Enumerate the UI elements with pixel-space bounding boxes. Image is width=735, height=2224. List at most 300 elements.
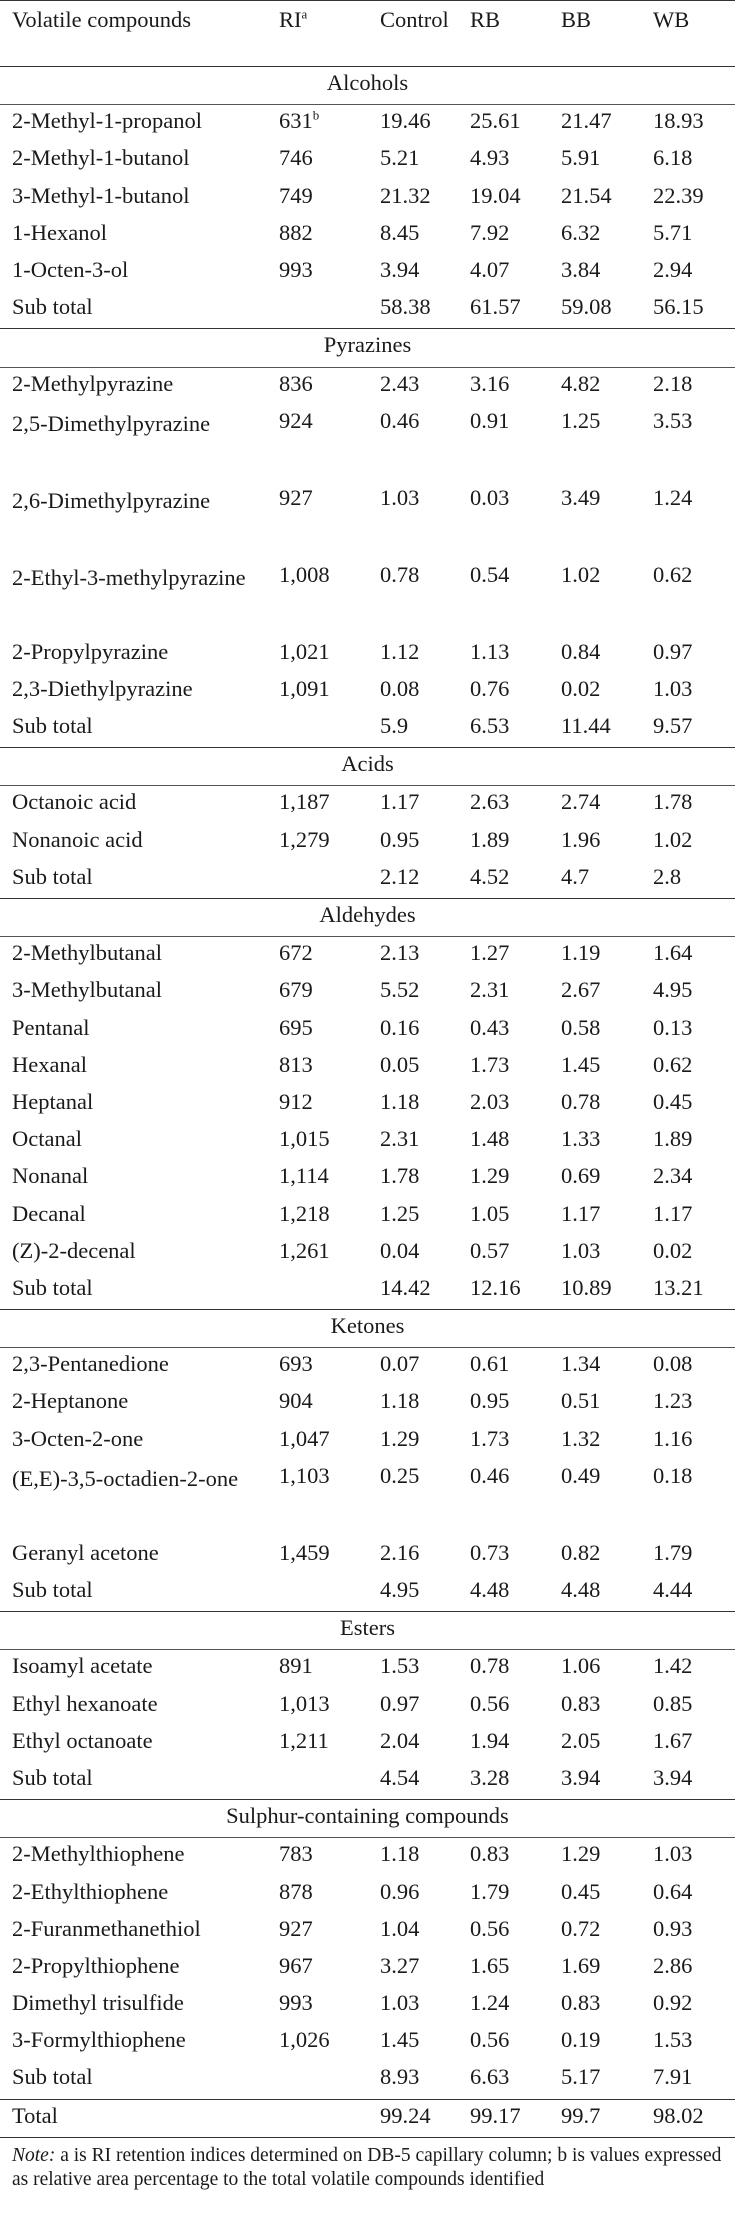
ri-value: 1,103: [279, 1462, 330, 1488]
ri-cell: [267, 1725, 368, 1762]
ri-value: 672: [279, 940, 313, 966]
ri-cell: [267, 1012, 368, 1049]
wb-cell: 0.85: [653, 1690, 693, 1716]
wb-cell: 3.53: [653, 407, 693, 433]
total-control-cell: 99.24: [368, 2099, 458, 2137]
subtotal-label: Sub total: [12, 1764, 93, 1790]
control-cell: 1.29: [380, 1425, 420, 1451]
wb-cell: 6.18: [653, 145, 693, 171]
control-cell: 1.78: [380, 1163, 420, 1189]
table-row: [0, 1987, 735, 2024]
rb-cell: 19.04: [470, 182, 521, 208]
bb-cell: 0.83: [561, 1690, 601, 1716]
bb-cell: 6.32: [561, 219, 601, 245]
rb-cell: 1.27: [470, 940, 510, 966]
bb-cell: 21.47: [561, 108, 612, 134]
compound-name-cell: 2-Ethylthiophene: [12, 1878, 169, 1904]
header-ri: $RI^a$: [279, 6, 308, 32]
subtotal-control-cell: 14.42: [380, 1274, 431, 1300]
table-row: [0, 142, 735, 179]
subtotal-control-cell: 4.54: [380, 1764, 420, 1790]
ri-value: 927: [279, 1915, 313, 1941]
wb-cell: 5.71: [653, 219, 693, 245]
ri-value: 1,218: [279, 1200, 330, 1226]
ri-cell: [267, 142, 368, 179]
compound-name-cell: 3-Formylthiophene: [12, 2027, 186, 2053]
bb-cell: 4.82: [561, 370, 601, 396]
table-row: [0, 673, 735, 710]
ri-cell: [267, 1160, 368, 1197]
wb-cell: 0.18: [653, 1462, 693, 1488]
ri-value: 993: [279, 256, 313, 282]
table-row: [0, 1688, 735, 1725]
table-row: [0, 1876, 735, 1913]
ri-cell-empty: [267, 2061, 368, 2099]
subtotal-rb-cell: 12.16: [470, 1274, 521, 1300]
wb-cell: 1.24: [653, 484, 693, 510]
table-row: [0, 1198, 735, 1235]
table-row: [0, 1650, 735, 1688]
ri-value: 1,279: [279, 826, 330, 852]
rb-cell: 1.05: [470, 1200, 510, 1226]
ri-value: 1,013: [279, 1690, 330, 1716]
compound-name-cell: 2-Furanmethanethiol: [12, 1915, 201, 1941]
header-wb: WB: [653, 7, 690, 32]
ri-cell: [267, 482, 368, 559]
subtotal-rb-cell: 61.57: [470, 294, 521, 320]
compound-name-cell: 2-Methyl-1-propanol: [12, 108, 202, 134]
table-row: [0, 1049, 735, 1086]
wb-cell: 1.23: [653, 1388, 693, 1414]
wb-cell: 0.64: [653, 1878, 693, 1904]
section-header-row: [0, 1800, 735, 1838]
table-row: [0, 217, 735, 254]
total-rb-cell: 99.17: [458, 2099, 549, 2137]
ri-value: 836: [279, 370, 313, 396]
bb-cell: 0.51: [561, 1388, 601, 1414]
wb-cell: 1.79: [653, 1539, 693, 1565]
bb-cell: 1.45: [561, 1051, 601, 1077]
ri-cell: [267, 367, 368, 405]
table-row: [0, 559, 735, 636]
subtotal-bb-cell: 5.17: [561, 2064, 601, 2090]
compound-name-cell: 2,3-Diethylpyrazine: [12, 675, 193, 701]
wb-cell: 2.18: [653, 370, 693, 396]
bb-cell: 21.54: [561, 182, 612, 208]
subtotal-row: [0, 710, 735, 748]
ri-cell: [267, 786, 368, 824]
table-row: [0, 1537, 735, 1574]
compound-name-cell: 2-Heptanone: [12, 1388, 129, 1414]
ri-cell: [267, 1086, 368, 1123]
total-row: [0, 2099, 735, 2137]
ri-value: 749: [279, 182, 313, 208]
ri-value: 1,047: [279, 1425, 330, 1451]
compound-name-cell: (E,E)-3,5-octadien-2-one: [12, 1465, 239, 1491]
subtotal-rb-cell: 3.28: [470, 1764, 510, 1790]
ri-cell: [267, 1876, 368, 1913]
compound-name-cell: Nonanoic acid: [12, 826, 143, 852]
compound-name-cell: 2-Methylpyrazine: [12, 370, 174, 396]
subtotal-wb-cell: 2.8: [653, 863, 682, 889]
rb-cell: 1.79: [470, 1878, 510, 1904]
compound-name-cell: 3-Octen-2-one: [12, 1425, 144, 1451]
bb-cell: 0.45: [561, 1878, 601, 1904]
wb-cell: 1.78: [653, 789, 693, 815]
ri-cell: [267, 1385, 368, 1422]
subtotal-row: [0, 861, 735, 899]
rb-cell: 0.91: [470, 407, 510, 433]
compound-name-cell: Geranyl acetone: [12, 1539, 159, 1565]
wb-cell: 1.17: [653, 1200, 693, 1226]
table-row: [0, 254, 735, 291]
control-cell: 0.78: [380, 561, 420, 587]
control-cell: 21.32: [380, 182, 431, 208]
section-header-row: [0, 1310, 735, 1348]
ri-cell: [267, 405, 368, 482]
ri-value: 1,211: [279, 1727, 329, 1753]
rb-cell: 0.56: [470, 1915, 510, 1941]
compound-name-cell: Nonanal: [12, 1163, 89, 1189]
ri-cell: [267, 1460, 368, 1537]
bb-cell: 1.25: [561, 407, 601, 433]
subtotal-rb-cell: 6.53: [470, 713, 510, 739]
control-cell: 2.13: [380, 940, 420, 966]
compound-name-cell: Ethyl hexanoate: [12, 1690, 158, 1716]
table-note: [0, 2138, 735, 2192]
table-row: [0, 405, 735, 482]
section-title: Pyrazines: [0, 329, 735, 367]
section-title: Sulphur-containing compounds: [0, 1800, 735, 1838]
control-cell: 1.18: [380, 1388, 420, 1414]
rb-cell: 0.56: [470, 1690, 510, 1716]
ri-cell: [267, 105, 368, 143]
bb-cell: 1.06: [561, 1653, 601, 1679]
compound-name-cell: 1-Octen-3-ol: [12, 256, 129, 282]
wb-cell: 1.42: [653, 1653, 693, 1679]
table-row: [0, 1235, 735, 1272]
bb-cell: 0.82: [561, 1539, 601, 1565]
subtotal-label: Sub total: [12, 1577, 93, 1602]
rb-cell: 0.03: [470, 484, 510, 510]
table-body: [0, 67, 735, 2138]
ri-cell: [267, 217, 368, 254]
table-row: [0, 1348, 735, 1386]
subtotal-label: Sub total: [12, 1274, 93, 1300]
ri-value: 1,114: [279, 1163, 329, 1189]
subtotal-wb-cell: 56.15: [653, 294, 704, 320]
compound-name-cell: 2-Methylthiophene: [12, 1841, 185, 1867]
subtotal-label: Sub total: [12, 713, 93, 739]
rb-cell: 3.16: [470, 370, 510, 396]
ri-cell: [267, 1838, 368, 1876]
subtotal-label: Sub total: [12, 294, 93, 320]
control-cell: 3.27: [380, 1952, 420, 1978]
wb-cell: 1.67: [653, 1727, 693, 1753]
wb-cell: 0.92: [653, 1990, 693, 2016]
bb-cell: 1.34: [561, 1351, 601, 1377]
control-cell: 1.12: [380, 638, 420, 664]
bb-cell: 1.33: [561, 1126, 601, 1152]
section-title: Acids: [0, 748, 735, 786]
control-cell: 5.21: [380, 145, 420, 171]
ri-value: 679: [279, 977, 313, 1003]
compound-name-cell: Octanoic acid: [12, 789, 137, 815]
control-cell: 1.03: [380, 1990, 420, 2016]
section-header-row: [0, 748, 735, 786]
note-prefix: Note:: [12, 2144, 56, 2166]
wb-cell: 2.86: [653, 1952, 693, 1978]
ri-cell: [267, 1650, 368, 1688]
compound-name-cell: Ethyl octanoate: [12, 1727, 153, 1753]
subtotal-control-cell: 5.9: [380, 713, 409, 739]
header-compound: Volatile compounds: [12, 7, 191, 32]
wb-cell: 2.34: [653, 1163, 693, 1189]
bb-cell: 1.32: [561, 1425, 601, 1451]
subtotal-bb-cell: 4.48: [561, 1577, 601, 1602]
ri-cell: [267, 1950, 368, 1987]
rb-cell: 2.31: [470, 977, 510, 1003]
subtotal-row: [0, 1272, 735, 1310]
header-control: Control: [380, 7, 449, 32]
ri-value: 1,026: [279, 2027, 330, 2053]
bb-cell: 2.74: [561, 789, 601, 815]
subtotal-wb-cell: 13.21: [653, 1274, 704, 1300]
section-header-row: [0, 899, 735, 937]
subtotal-rb-cell: 4.48: [470, 1577, 510, 1602]
section-title: Ketones: [0, 1310, 735, 1348]
bb-cell: 0.84: [561, 638, 601, 664]
control-cell: 0.16: [380, 1014, 420, 1040]
bb-cell: 0.19: [561, 2027, 601, 2053]
bb-cell: 0.69: [561, 1163, 601, 1189]
table-row: [0, 1123, 735, 1160]
wb-cell: 0.97: [653, 638, 693, 664]
ri-cell: [267, 673, 368, 710]
ri-cell-empty: [267, 1574, 368, 1612]
ri-cell: [267, 1235, 368, 1272]
table-row: [0, 974, 735, 1011]
bb-cell: 0.83: [561, 1990, 601, 2016]
control-cell: 0.96: [380, 1878, 420, 1904]
wb-cell: 0.62: [653, 561, 693, 587]
ri-cell-empty: [267, 1762, 368, 1800]
control-cell: 1.25: [380, 1200, 420, 1226]
bb-cell: 1.96: [561, 826, 601, 852]
control-cell: 1.03: [380, 484, 420, 510]
compound-name-cell: Hexanal: [12, 1051, 87, 1077]
table-row: [0, 1838, 735, 1876]
wb-cell: 0.08: [653, 1351, 693, 1377]
ri-value: 746: [279, 145, 313, 171]
subtotal-label: Sub total: [12, 863, 93, 889]
ri-cell: [267, 1423, 368, 1460]
table-row: [0, 636, 735, 673]
ri-value: 1,021: [279, 638, 330, 664]
table-row: [0, 937, 735, 975]
ri-cell: [267, 1537, 368, 1574]
control-cell: 2.04: [380, 1727, 420, 1753]
section-header-row: [0, 67, 735, 105]
rb-cell: 25.61: [470, 108, 521, 134]
ri-cell-empty: [267, 1272, 368, 1310]
section-title: Aldehydes: [0, 899, 735, 937]
subtotal-bb-cell: 4.7: [561, 863, 590, 889]
section-header-row: [0, 329, 735, 367]
compound-name-cell: 1-Hexanol: [12, 219, 107, 245]
control-cell: 1.17: [380, 789, 420, 815]
control-cell: 2.43: [380, 370, 420, 396]
table-row: [0, 1725, 735, 1762]
wb-cell: 1.16: [653, 1425, 693, 1451]
bb-cell: 1.02: [561, 561, 601, 587]
bb-cell: 2.67: [561, 977, 601, 1003]
control-cell: 0.08: [380, 675, 420, 701]
subtotal-control-cell: 8.93: [380, 2064, 420, 2090]
table-row: [0, 105, 735, 143]
rb-cell: 4.07: [470, 256, 510, 282]
bb-cell: 1.17: [561, 1200, 601, 1226]
table-row: [0, 1160, 735, 1197]
table-row: [0, 1950, 735, 1987]
control-cell: 1.04: [380, 1915, 420, 1941]
subtotal-bb-cell: 10.89: [561, 1274, 612, 1300]
control-cell: 1.18: [380, 1088, 420, 1114]
subtotal-label: Sub total: [12, 2064, 93, 2090]
wb-cell: 0.93: [653, 1915, 693, 1941]
compound-name-cell: 2-Methylbutanal: [12, 940, 162, 966]
ri-value: 1,187: [279, 789, 330, 815]
rb-cell: 1.48: [470, 1126, 510, 1152]
table-row: [0, 1012, 735, 1049]
table-row: [0, 482, 735, 559]
ri-value: 912: [279, 1088, 313, 1114]
compound-name-cell: 2-Propylthiophene: [12, 1952, 180, 1978]
compound-name-cell: 2,3-Pentanedione: [12, 1351, 169, 1377]
section-title: Esters: [0, 1612, 735, 1650]
compound-name-cell: 2,5-Dimethylpyrazine: [12, 410, 211, 436]
ri-value: 1,091: [279, 675, 330, 701]
total-label: Total: [0, 2099, 267, 2137]
bb-cell: 1.69: [561, 1952, 601, 1978]
ri-value: 1,015: [279, 1126, 330, 1152]
control-cell: 2.16: [380, 1539, 420, 1565]
rb-cell: 0.46: [470, 1462, 510, 1488]
wb-cell: 1.03: [653, 1841, 693, 1867]
rb-cell: 7.92: [470, 219, 510, 245]
table-row: [0, 824, 735, 861]
table-row: [0, 1086, 735, 1123]
rb-cell: 0.95: [470, 1388, 510, 1414]
ri-value: 904: [279, 1388, 313, 1414]
table-row: [0, 180, 735, 217]
bb-cell: 0.49: [561, 1462, 601, 1488]
ri-cell-empty: [267, 861, 368, 899]
subtotal-control-cell: 4.95: [380, 1577, 420, 1602]
table-row: [0, 1913, 735, 1950]
subtotal-rb-cell: 4.52: [470, 863, 510, 889]
rb-cell: 1.94: [470, 1727, 510, 1753]
table-row: [0, 1385, 735, 1422]
ri-superscript: b: [312, 107, 320, 123]
ri-cell: [267, 1198, 368, 1235]
table-header-row: [0, 1, 735, 67]
wb-cell: 0.13: [653, 1014, 693, 1040]
ri-cell: [267, 824, 368, 861]
ri-cell: [267, 1123, 368, 1160]
ri-cell: [267, 254, 368, 291]
control-cell: 19.46: [380, 108, 431, 134]
ri-cell: [267, 2024, 368, 2061]
compound-name-cell: 2-Propylpyrazine: [12, 638, 169, 664]
ri-cell-empty: [267, 291, 368, 329]
bb-cell: 0.72: [561, 1915, 601, 1941]
compound-name-cell: Octanal: [12, 1126, 82, 1152]
subtotal-row: [0, 2061, 735, 2099]
ri-value: 783: [279, 1841, 313, 1867]
header-ri-superscript: a: [301, 6, 308, 22]
subtotal-bb-cell: 3.94: [561, 1764, 601, 1790]
table-row: [0, 367, 735, 405]
ri-cell: [267, 937, 368, 975]
control-cell: 3.94: [380, 256, 420, 282]
subtotal-control-cell: 2.12: [380, 863, 420, 889]
wb-cell: 0.62: [653, 1051, 693, 1077]
note-text: a is RI retention indices determined on DB-5 capillary column; b is values expressed as relative area percentage to the total volatile compounds identified: [12, 2144, 722, 2190]
section-title: Alcohols: [0, 67, 735, 105]
compound-name-cell: Isoamyl acetate: [12, 1653, 153, 1679]
control-cell: 0.46: [380, 407, 420, 433]
ri-cell: [267, 1913, 368, 1950]
ri-value: 631: [279, 108, 313, 134]
ri-cell: [267, 1348, 368, 1386]
rb-cell: 1.89: [470, 826, 510, 852]
control-cell: 1.53: [380, 1653, 420, 1679]
ri-value: 967: [279, 1952, 313, 1978]
bb-cell: 0.58: [561, 1014, 601, 1040]
compound-name-cell: 3-Methylbutanal: [12, 977, 162, 1003]
table-row: [0, 2024, 735, 2061]
subtotal-wb-cell: 9.57: [653, 713, 693, 739]
ri-cell: [267, 180, 368, 217]
control-cell: 1.18: [380, 1841, 420, 1867]
rb-cell: 0.57: [470, 1237, 510, 1263]
rb-cell: 0.56: [470, 2027, 510, 2053]
bb-cell: 1.29: [561, 1841, 601, 1867]
ri-value: 993: [279, 1990, 313, 2016]
ri-value: 813: [279, 1051, 313, 1077]
rb-cell: 1.73: [470, 1051, 510, 1077]
subtotal-row: [0, 1574, 735, 1612]
ri-value: 927: [279, 484, 313, 510]
rb-cell: 0.54: [470, 561, 510, 587]
subtotal-row: [0, 291, 735, 329]
control-cell: 1.45: [380, 2027, 420, 2053]
rb-cell: 1.73: [470, 1425, 510, 1451]
rb-cell: 0.43: [470, 1014, 510, 1040]
ri-cell: [267, 1987, 368, 2024]
rb-cell: 4.93: [470, 145, 510, 171]
compound-name-cell: 2-Ethyl-3-methylpyrazine: [12, 564, 246, 590]
subtotal-wb-cell: 4.44: [653, 1577, 693, 1602]
subtotal-bb-cell: 11.44: [561, 713, 611, 739]
bb-cell: 3.84: [561, 256, 601, 282]
wb-cell: 0.02: [653, 1237, 693, 1263]
control-cell: 0.25: [380, 1462, 420, 1488]
control-cell: 0.05: [380, 1051, 420, 1077]
wb-cell: 1.02: [653, 826, 693, 852]
rb-cell: 2.03: [470, 1088, 510, 1114]
